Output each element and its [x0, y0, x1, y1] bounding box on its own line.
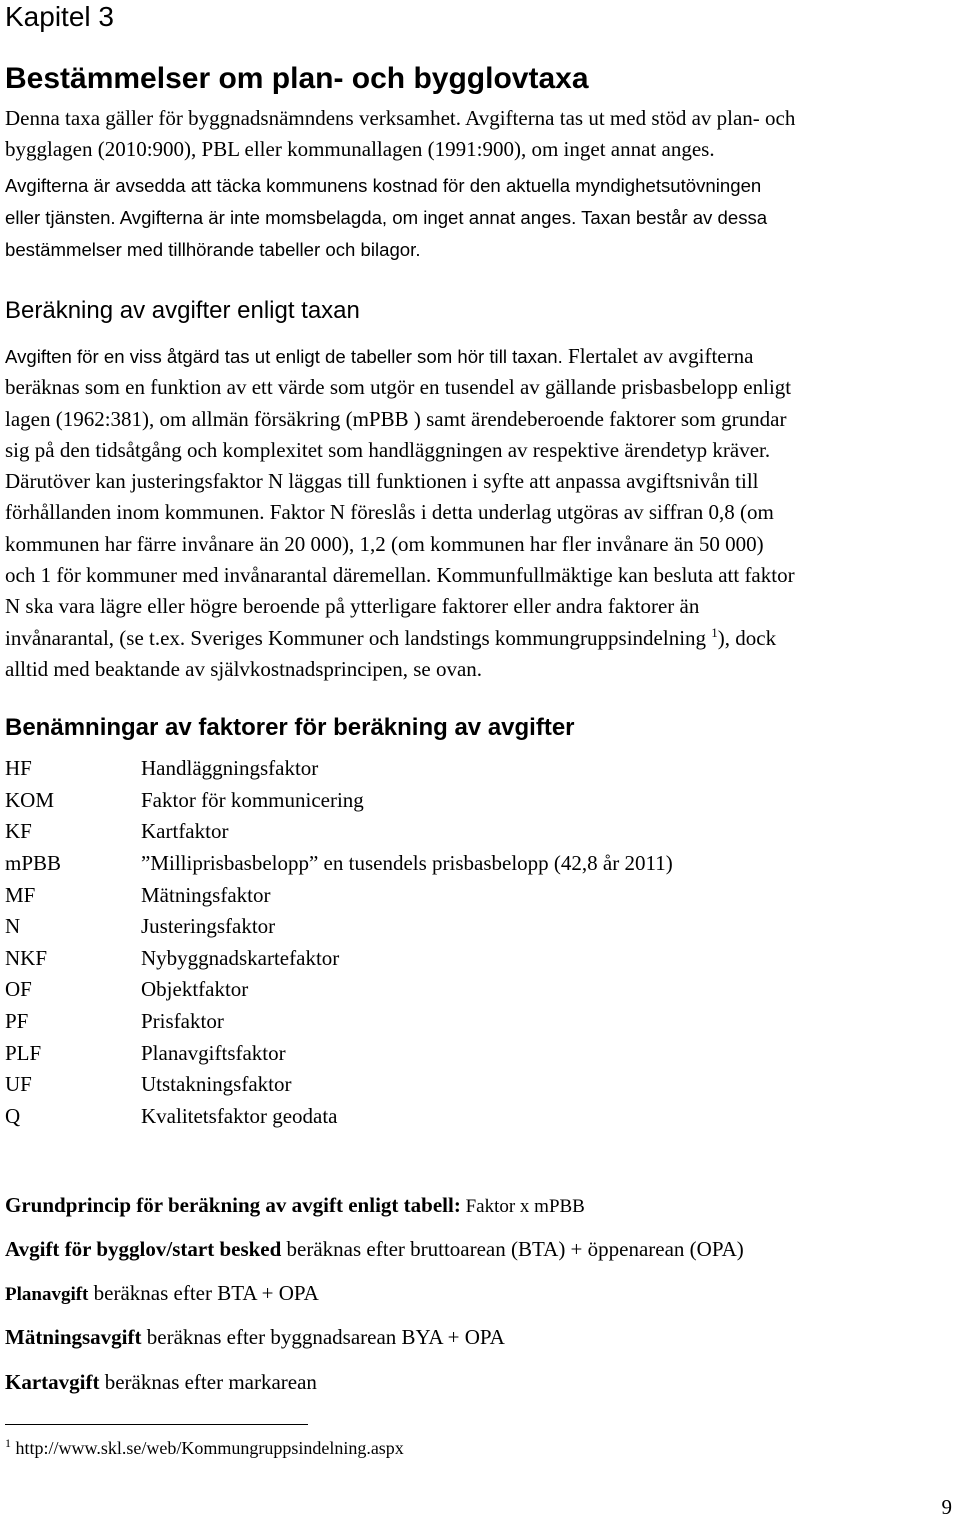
factor-abbr: NKF	[5, 946, 48, 970]
calc-line: invånarantal, (se t.ex. Sveriges Kommuner och landstings kommungruppsindelning	[5, 625, 712, 650]
section-heading-calc: Beräkning av avgifter enligt taxan	[5, 297, 360, 324]
rule-text: beräknas efter BTA + OPA	[88, 1281, 319, 1305]
calc-line: beräknas som en funktion av ett värde som utgör en tusendel av gällande prisbasbelopp enligt	[5, 375, 792, 400]
rule-label: Grundprincip för beräkning av avgift enligt tabell:	[5, 1193, 461, 1217]
factor-desc: Utstakningsfaktor	[141, 1072, 292, 1096]
intro-line: bestämmelser med tillhörande tabeller och bilagor.	[5, 239, 421, 260]
factor-abbr: N	[5, 914, 21, 938]
calc-line: förhållanden inom kommunen. Faktor N föreslås i detta underlag utgöras av siffran 0,8 (om	[5, 500, 774, 525]
factor-abbr: OF	[5, 977, 32, 1001]
factor-abbr: mPBB	[5, 851, 62, 875]
intro-paragraph-sans	[5, 170, 767, 266]
rule-text: Faktor x mPBB	[460, 1196, 585, 1217]
calc-line: sig på den tidsåtgång och komplexitet som handläggningen av respektive ärendetyp kräver.	[5, 437, 771, 462]
factor-desc: ”Milliprisbasbelopp” en tusendels prisbasbelopp (42,8 år 2011)	[141, 851, 673, 875]
factor-desc: Kvalitetsfaktor geodata	[141, 1104, 338, 1128]
factor-desc: Mätningsfaktor	[141, 883, 271, 907]
rule-label: Mätningsavgift	[5, 1325, 142, 1349]
calc-line: lagen (1962:381), om allmän försäkring (mPBB ) samt ärendeberoende faktorer som grundar	[5, 406, 787, 431]
intro-line: eller tjänsten. Avgifterna är inte momsbelagda, om inget annat anges. Taxan består av dessa	[5, 207, 768, 228]
footnote-divider	[5, 1424, 308, 1425]
calc-line: ), dock	[717, 625, 777, 650]
factor-abbr: KOM	[5, 788, 55, 812]
factor-desc: Prisfaktor	[141, 1009, 224, 1033]
footnote	[5, 1436, 404, 1460]
rule-text: beräknas efter markarean	[99, 1370, 317, 1394]
chapter-label: Kapitel 3	[5, 1, 114, 32]
intro-line: Avgifterna är avsedda att täcka kommunens kostnad för den aktuella myndighetsutövningen	[5, 175, 762, 196]
factor-abbr: UF	[5, 1072, 32, 1096]
factor-desc: Planavgiftsfaktor	[141, 1041, 286, 1065]
factor-desc: Justeringsfaktor	[141, 914, 276, 938]
factor-abbr: Q	[5, 1104, 21, 1128]
rule-label: Avgift för bygglov/start besked	[5, 1237, 282, 1261]
factor-abbr: HF	[5, 756, 32, 780]
calc-line: alltid med beaktande av självkostnadsprincipen, se ovan.	[5, 656, 483, 681]
rule-bygglov	[5, 1234, 744, 1264]
factor-desc: Faktor för kommunicering	[141, 788, 364, 812]
intro-line: Denna taxa gäller för byggnadsnämndens verksamhet. Avgifterna tas ut med stöd av plan- och	[5, 106, 796, 130]
factor-desc: Objektfaktor	[141, 977, 249, 1001]
rule-text: beräknas efter bruttoarean (BTA) + öppenarean (OPA)	[281, 1237, 744, 1261]
factor-abbr: PLF	[5, 1041, 42, 1065]
footnote-link[interactable]: http://www.skl.se/web/Kommungruppsindelning.aspx	[11, 1438, 404, 1458]
factor-abbr: MF	[5, 883, 36, 907]
section-heading-factors: Benämningar av faktorer för beräkning av avgifter	[5, 714, 575, 741]
calc-line: N ska vara lägre eller högre beroende på ytterligare faktorer eller andra faktorer än	[5, 594, 700, 619]
calc-line: kommunen har färre invånare än 20 000), 1,2 (om kommunen har fler invånare än 50 000)	[5, 531, 764, 556]
footnote-marker: 1	[5, 1436, 11, 1450]
calc-line: Avgiften för en viss åtgärd tas ut enligt de tabeller som hör till taxan.	[5, 346, 563, 367]
factor-abbr: PF	[5, 1009, 29, 1033]
rule-label: Kartavgift	[5, 1370, 100, 1394]
rule-matning	[5, 1322, 505, 1352]
intro-line: bygglagen (2010:900), PBL eller kommunallagen (1991:900), om inget annat anges.	[5, 137, 715, 162]
rule-karta	[5, 1367, 317, 1397]
factor-desc: Nybyggnadskartefaktor	[141, 946, 340, 970]
factor-abbr: KF	[5, 819, 32, 843]
factor-desc: Kartfaktor	[141, 819, 229, 843]
rule-text: beräknas efter byggnadsarean BYA + OPA	[141, 1325, 505, 1349]
rule-principle	[5, 1190, 585, 1222]
calc-line: Därutöver kan justeringsfaktor N läggas till funktionen i syfte att anpassa avgiftsnivån till	[5, 469, 759, 494]
calc-line: och 1 för kommuner med invånarantal däremellan. Kommunfullmäktige kan besluta att faktor	[5, 563, 795, 588]
intro-paragraph-serif	[5, 103, 795, 166]
rule-label: Planavgift	[5, 1284, 89, 1305]
factor-desc: Handläggningsfaktor	[141, 756, 319, 780]
rule-plan	[5, 1278, 319, 1310]
page-number: 9	[941, 1495, 952, 1519]
calc-line: Flertalet av avgifterna	[562, 344, 754, 368]
footnote-ref[interactable]: 1	[711, 624, 718, 640]
calc-paragraph	[5, 341, 795, 685]
page-title: Bestämmelser om plan- och bygglovtaxa	[5, 62, 589, 95]
